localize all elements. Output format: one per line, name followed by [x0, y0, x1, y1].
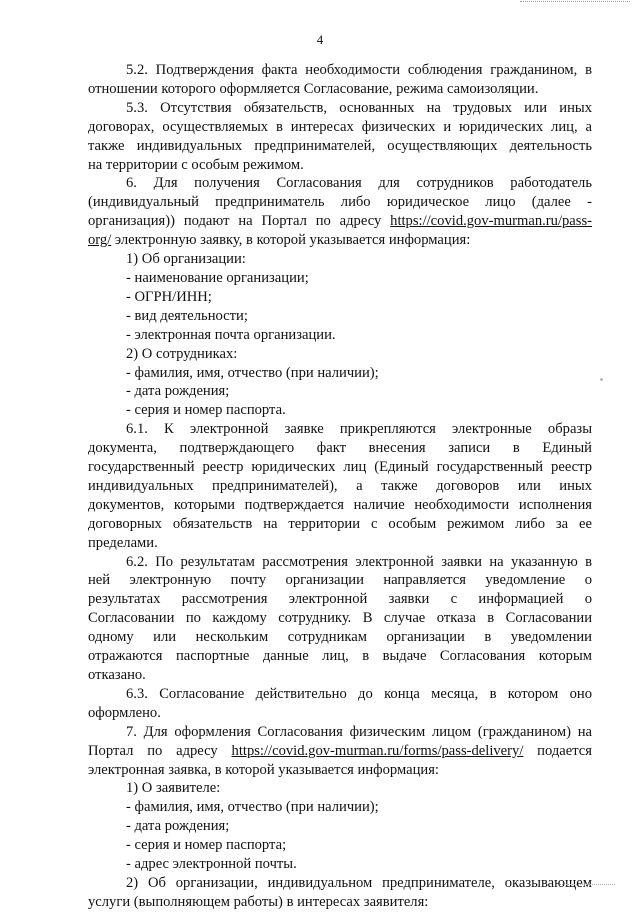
para-7-line-1: 7. Для оформления Согласования физическим лицом (гражданином) на [126, 723, 592, 740]
list-app-item-2: - дата рождения; [126, 818, 230, 835]
para-6-2-line-4: Согласовании по каждому сотруднику. В случае отказа в Согласовании [88, 610, 592, 627]
para-6-line-4-text: электронную заявку, в которой указывается информация: [111, 232, 471, 249]
list-org-item-2: - ОГРН/ИНН; [126, 288, 212, 305]
list-org-item-4: - электронная почта организации. [126, 326, 336, 343]
para-6-2-line-2: ней электронную почту организации направляется уведомление о [88, 572, 592, 589]
para-5-3-line-1: 5.3. Отсутствия обязательств, основанных на трудовых или иных [126, 99, 592, 116]
para-5-3-line-3: также индивидуальных предпринимателей, осуществляющих деятельность [88, 137, 592, 154]
para-6-2-line-1: 6.2. По результатам рассмотрения электронной заявки на указанную в [126, 553, 592, 570]
para-7-line-2-text: Портал по адресу [88, 742, 232, 759]
para-5-2-line-1: 5.2. Подтверждения факта необходимости соблюдения гражданином, в [126, 62, 592, 78]
list-org-heading: 1) Об организации: [126, 251, 246, 268]
para-6-2-line-3: результатах рассмотрения электронной заявки с информацией о [88, 591, 592, 608]
para-6-1-line-2: документа, подтверждающего факт внесения записи в Единый [88, 440, 592, 457]
para-6-2-line-5: одному или нескольким сотрудникам организации в уведомлении [88, 629, 592, 646]
page-number: 4 [316, 32, 324, 47]
list-app-item-3: - серия и номер паспорта; [126, 837, 287, 854]
para-6-2-line-7: отказано. [88, 667, 146, 683]
list-org-item-1: - наименование организации; [126, 269, 309, 286]
para-7-line-2-tail: подается [523, 742, 592, 759]
para-6-line-2: (индивидуальный предприниматель либо юридическое лицо (далее - [88, 194, 592, 211]
para-5-3-line-4: на территории с особым режимом. [88, 156, 304, 173]
para-6-1-line-6: договорных обязательств на территории с особым режимом либо за ее [88, 515, 592, 532]
list-emp-item-2: - дата рождения; [126, 383, 230, 400]
list-emp-heading: 2) О сотрудниках: [126, 345, 238, 362]
pass-org-link[interactable]: https://covid.gov-murman.ru/pass- [390, 213, 592, 230]
scan-artifact-dot [600, 378, 603, 381]
para-5-2-line-2: отношении которого оформляется Согласование, режима самоизоляции. [88, 80, 539, 97]
document-body [88, 61, 592, 912]
list-app-item-1: - фамилия, имя, отчество (при наличии); [126, 799, 379, 816]
para-7-line-2 [88, 742, 592, 761]
list-app-item-4: - адрес электронной почты. [126, 856, 297, 873]
para-6-1-line-5: документов, которыми подтверждается наличие необходимости исполнения [88, 496, 592, 513]
para-6-1-line-3: государственный реестр юридических лиц (Единый государственный реестр [88, 459, 592, 476]
para-7-line-3: электронная заявка, в которой указывается информация: [88, 761, 439, 778]
pass-org-link-continued[interactable]: org/ [88, 232, 112, 249]
para-org2-line-1: 2) Об организации, индивидуальном предпринимателе, оказывающем [126, 874, 592, 891]
para-6-line-4 [88, 231, 592, 250]
para-6-line-3-text: организация)) подают на Портал по адресу [88, 213, 391, 230]
pass-delivery-link[interactable]: https://covid.gov-murman.ru/forms/pass-delivery/ [231, 742, 524, 759]
para-5-3-line-2: договорах, осуществляемых в интересах физических и юридических лиц, а [88, 118, 592, 135]
scan-artifact-bottom [560, 884, 615, 885]
para-6-3-line-2: оформлено. [88, 704, 161, 721]
list-app-heading: 1) О заявителе: [126, 780, 221, 797]
para-6-1-line-4: индивидуальных предпринимателей), а также договоров или иных [88, 477, 592, 494]
para-6-line-1: 6. Для получения Согласования для сотрудников работодатель [126, 175, 592, 192]
para-6-line-3 [88, 212, 592, 231]
para-6-2-line-6: отражаются паспортные данные лиц, в выдаче Согласования которым [88, 648, 592, 665]
para-org2-line-2: услуги (выполняющем работы) в интересах заявителя: [88, 893, 429, 910]
scan-artifact-top [520, 1, 630, 2]
list-org-item-3: - вид деятельности; [126, 307, 248, 324]
list-emp-item-3: - серия и номер паспорта. [126, 402, 286, 419]
para-6-3-line-1: 6.3. Согласование действительно до конца месяца, в котором оно [126, 685, 592, 702]
list-emp-item-1: - фамилия, имя, отчество (при наличии); [126, 364, 379, 381]
para-6-1-line-1: 6.1. К электронной заявке прикрепляются электронные образы [126, 421, 592, 438]
para-6-1-line-7: пределами. [88, 534, 158, 551]
